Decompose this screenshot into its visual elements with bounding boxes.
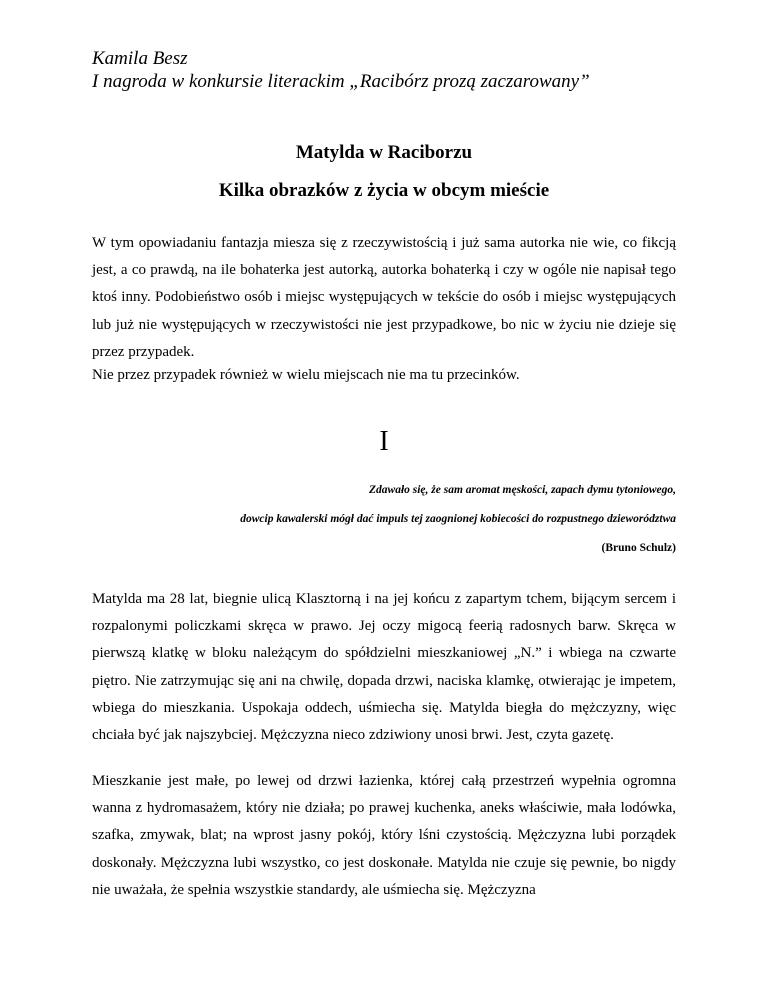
epigraph-source: (Bruno Schulz) — [601, 542, 676, 554]
epigraph-line: Zdawało się, że sam aromat męskości, zapach dymu tytoniowego, — [369, 484, 676, 496]
chapter-paragraph: Mieszkanie jest małe, po lewej od drzwi łazienka, której całą przestrzeń wypełnia ogromna wanna z hydromasażem, który nie działa; po prawej kuchenka, aneks właściwie, mała lodówka, szafka, zmywak, blat; na wprost jasny pokój, który lśni czystością. Mężczyzna lubi porządek doskonały. Mężczyzna lubi wszystko, co jest doskonałe. Matylda nie czuje się pewnie, bo nigdy nie uważała, że spełnia wszystkie standardy, ale uśmiecha się. Mężczyzna — [92, 773, 676, 898]
epigraph-line: dowcip kawalerski mógł dać impuls tej zaognionej kobiecości do rozpustnego dzieworództwa — [240, 513, 676, 525]
intro-paragraph: W tym opowiadaniu fantazja miesza się z rzeczywistością i już sama autorka nie wie, co fikcją jest, a co prawdą, na ile bohaterka jest autorką, autorka bohaterką i czy w ogóle nie napisał tego ktoś inny. Podobieństwo osób i miejsc występujących w tekście do osób i miejsc występujących lub już nie występujących w rzeczywistości nie jest przypadkowe, bo nic w życiu nie dzieje się przez przypadek. — [92, 235, 676, 360]
story-subtitle: Kilka obrazków z życia w obcym mieście — [218, 180, 550, 201]
author-name: Kamila Besz — [92, 48, 188, 69]
intro-note: Nie przez przypadek również w wielu miejscach nie ma tu przecinków. — [92, 367, 520, 383]
document-header — [92, 47, 590, 93]
chapter-number: I — [379, 426, 389, 457]
award-line: I nagroda w konkursie literackim „Racibórz prozą zaczarowany” — [92, 71, 590, 92]
chapter-paragraph: Matylda ma 28 lat, biegnie ulicą Klasztorną i na jej końcu z zapartym tchem, bijącym sercem i rozpalonymi policzkami skręca w prawo. Jej oczy migocą feerią radosnych barw. Skręca w pierwszą klatkę w bloku należącym do spółdzielni mieszkaniowej „N.” i wbiega na czwarte piętro. Nie zatrzymując się ani na chwilę, dopada drzwi, naciska klamkę, otwierając je impetem, wbiega do mieszkania. Uspokaja oddech, uśmiecha się. Matylda biegła do mężczyzny, więc chciała być jak najszybciej. Mężczyzna nieco zdziwiony unosi brwi. Jest, czyta gazetę. — [92, 591, 676, 744]
story-title: Matylda w Raciborzu — [295, 142, 473, 163]
